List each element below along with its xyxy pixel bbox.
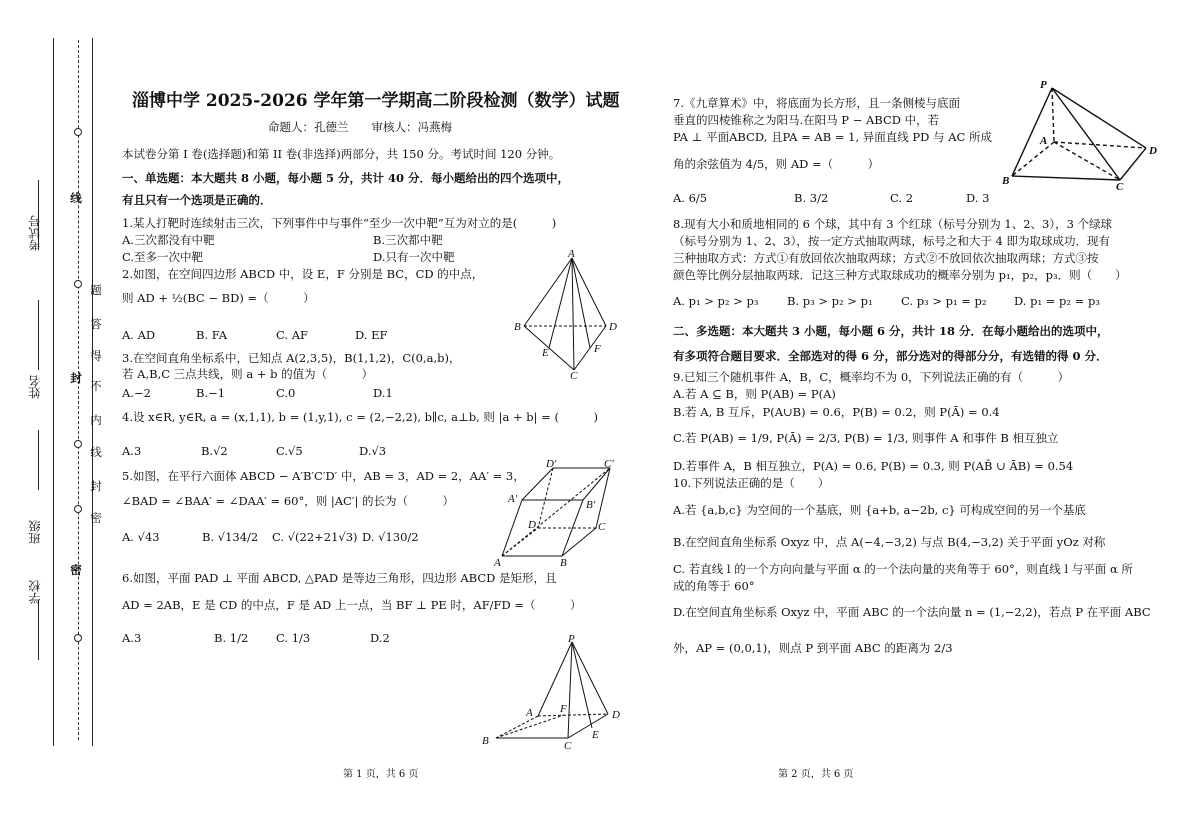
class-label: 班级 (28, 520, 42, 544)
q7-figure (1000, 76, 1166, 192)
q2-label-f: F (594, 343, 601, 355)
warning-char: 得 (89, 350, 103, 362)
q5-option-c: C. √(22+21√3) (272, 530, 358, 544)
section2-heading-cont: 有多项符合题目要求．全部选对的得 6 分，部分选对的得部分分，有选错的得 0 分． (673, 349, 1108, 363)
q4-option-d: D.√3 (359, 444, 387, 458)
q9-option-d: D.若事件 A，B 相互独立，P(A) = 0.6, P(B) = 0.3, 则 P(AB̄ ∪ ĀB) = 0.54 (673, 459, 1074, 473)
q2-option-c: C. AF (276, 328, 308, 342)
q10-option-a: A.若 {a,b,c} 为空间的一个基底，则 {a+b, a−2b, c} 可构成空间的另一个基底 (673, 503, 1086, 517)
page-footer-right: 第 2 页，共 6 页 (778, 769, 854, 780)
q9-option-b: B.若 A, B 互斥，P(A∪B) = 0.6，P(B) = 0.2，则 P(Ā) = 0.4 (673, 405, 1000, 419)
q2-label-c: C (570, 370, 578, 380)
seal-dot (74, 634, 82, 642)
seal-char-feng: 封 (69, 372, 83, 384)
q6-label-f: F (560, 703, 567, 715)
q2-option-d: D. EF (355, 328, 388, 342)
q1-option-c: C.至多一次中靶 (122, 250, 204, 264)
q2-label-a: A (568, 248, 575, 260)
q8-option-b: B. p₃ > p₂ > p₁ (787, 294, 873, 308)
q7-label-c: C (1116, 181, 1124, 192)
q5-label-b: B (560, 557, 567, 568)
q7-option-c: C. 2 (890, 191, 914, 205)
q2-stem: 2.如图，在空间四边形 ABCD 中，设 E，F 分别是 BC，CD 的中点， (122, 267, 484, 281)
q4-option-b: B.√2 (201, 444, 228, 458)
q6-label-a: A (526, 707, 533, 719)
warning-char: 内 (89, 414, 103, 426)
q6-option-d: D.2 (370, 631, 390, 645)
q3-option-b: B.−1 (196, 386, 226, 400)
q5-label-c-prime: C′ (604, 458, 614, 470)
q9-stem: 9.已知三个随机事件 A，B，C，概率均不为 0，下列说法正确的有（ ） (673, 370, 1070, 384)
seal-dot (74, 280, 82, 288)
q5-label-a: A (494, 557, 501, 568)
q8-stem: 8.现有大小和质地相同的 6 个球，其中有 3 个红球（标号分别为 1、2、3），3 个绿球 (673, 217, 1113, 231)
q8-stem-3: 三种抽取方式：方式①有放回依次抽取两球；方式②不放回依次抽取两球；方式③按 (673, 251, 1099, 265)
q8-stem-2: （标号分别为 1、2、3），按一定方式抽取两球，标号之和大于 4 即为取球成功．现有 (673, 234, 1110, 248)
q5-label-d-prime: D′ (546, 458, 557, 470)
warning-char: 答 (89, 318, 103, 330)
intro: 本试卷分第 I 卷(选择题)和第 II 卷(非选择)两部分，共 150 分。考试时间 120 分钟。 (122, 147, 561, 161)
section1-heading: 一、单选题：本大题共 8 小题，每小题 5 分，共计 40 分．每小题给出的四个选项中， (122, 171, 570, 185)
q8-option-c: C. p₃ > p₁ = p₂ (901, 294, 987, 308)
q3-stem: 3.在空间直角坐标系中，已知点 A(2,3,5)，B(1,1,2)，C(0,a,b)， (122, 351, 461, 365)
warning-char: 不 (89, 380, 103, 392)
q5-option-d: D. √130/2 (362, 530, 419, 544)
q10-option-c-cont: 成的角等于 60° (673, 579, 755, 593)
q2-label-e: E (542, 347, 549, 359)
q9-option-a: A.若 A ⊆ B，则 P(AB) = P(A) (673, 387, 836, 401)
q8-option-d: D. p₁ = p₂ = p₃ (1014, 294, 1100, 308)
q10-option-d-cont: 外，AP = (0,0,1)，则点 P 到平面 ABC 的距离为 2/3 (673, 641, 953, 655)
q5-figure (490, 458, 622, 568)
exam-number-label: 考试号 (28, 215, 42, 251)
q6-label-c: C (564, 740, 572, 750)
q5-stem: 5.如图，在平行六面体 ABCD − A′B′C′D′ 中，AB = 3，AD = 2，AA′ = 3， (122, 469, 525, 483)
warning-char: 题 (89, 284, 103, 296)
q2-option-a: A. AD (122, 328, 156, 342)
authors: 命题人：孔德兰 审核人：冯燕梅 (268, 120, 452, 134)
q6-figure (478, 632, 626, 750)
warning-char: 封 (89, 480, 103, 492)
q6-stem-cont: AD = 2AB，E 是 CD 的中点，F 是 AD 上一点，当 BF ⊥ PE 时，AF/FD =（ ） (122, 598, 582, 612)
q5-label-b-prime: B′ (586, 499, 596, 511)
q8-stem-4: 颜色等比例分层抽取两球．记这三种方式取球成功的概率分别为 p₁，p₂，p₃．则（ ） (673, 268, 1127, 282)
q4-option-a: A.3 (122, 444, 142, 458)
q1-stem: 1.某人打靶时连续射击三次，下列事件中与事件“至少一次中靶”互为对立的是( ) (122, 216, 557, 230)
q2-stem-cont: 则 AD + ½(BC − BD) =（ ） (122, 291, 315, 305)
q9-option-c: C.若 P(AB) = 1/9, P(Ā) = 2/3, P(B) = 1/3, 则事件 A 和事件 B 相互独立 (673, 431, 1059, 445)
q6-option-b: B. 1/2 (214, 631, 249, 645)
q10-stem: 10.下列说法正确的是（ ） (673, 476, 830, 490)
q1-option-b: B.三次都中靶 (373, 233, 443, 247)
q2-label-d: D (609, 321, 617, 333)
q7-label-b: B (1002, 175, 1010, 187)
q5-option-a: A. √43 (122, 530, 160, 544)
seal-dot (74, 440, 82, 448)
q7-label-d: D (1149, 145, 1157, 157)
q7-stem-4: 角的余弦值为 4/5，则 AD =（ ） (673, 157, 880, 171)
q7-stem: 7.《九章算术》中，将底面为长方形，且一条侧棱与底面 (673, 96, 960, 110)
q7-label-p: P (1040, 79, 1047, 91)
q3-option-c: C.0 (276, 386, 296, 400)
q6-label-p: P (568, 633, 575, 645)
q8-option-a: A. p₁ > p₂ > p₃ (673, 294, 759, 308)
q2-label-b: B (514, 321, 521, 333)
q7-label-a: A (1040, 135, 1048, 147)
q3-option-a: A.−2 (122, 386, 151, 400)
q5-option-b: B. √134/2 (202, 530, 259, 544)
seal-char-mi: 密 (69, 564, 83, 576)
q3-option-d: D.1 (373, 386, 393, 400)
q5-label-c: C (598, 521, 606, 533)
q6-option-c: C. 1/3 (276, 631, 311, 645)
q7-stem-3: PA ⊥ 平面ABCD, 且PA = AB = 1, 异面直线 PD 与 AC 所成 (673, 130, 992, 144)
seal-char-xian: 线 (69, 192, 83, 204)
q10-option-d: D.在空间直角坐标系 Oxyz 中，平面 ABC 的一个法向量 n = (1,−2,2)，若点 P 在平面 ABC (673, 605, 1151, 619)
seal-dot (74, 505, 82, 513)
q4-stem: 4.设 x∈R, y∈R, a = (x,1,1), b = (1,y,1), c = (2,−2,2), b∥c, a⊥b, 则 |a + b| = ( ) (122, 410, 598, 424)
q5-label-a-prime: A′ (508, 493, 518, 505)
q7-option-b: B. 3/2 (794, 191, 829, 205)
q1-option-a: A.三次都没有中靶 (122, 233, 215, 247)
q5-stem-cont: ∠BAD = ∠BAA′ = ∠DAA′ = 60°，则 |AC′| 的长为（ ） (122, 494, 454, 508)
q4-option-c: C.√5 (276, 444, 303, 458)
seal-dot (74, 128, 82, 136)
q10-option-c: C. 若直线 l 的一个方向向量与平面 α 的一个法向量的夹角等于 60°，则直线 l 与平面 α 所 (673, 562, 1133, 576)
q10-option-b: B.在空间直角坐标系 Oxyz 中，点 A(−4,−3,2) 与点 B(4,−3,2) 关于平面 yOz 对称 (673, 535, 1106, 549)
q7-stem-2: 垂直的四棱锥称之为阳马.在阳马 P − ABCD 中，若 (673, 113, 940, 127)
q3-stem-cont: 若 A,B,C 三点共线，则 a + b 的值为（ ） (122, 367, 374, 381)
q6-label-e: E (592, 729, 599, 741)
q6-stem: 6.如图，平面 PAD ⊥ 平面 ABCD, △PAD 是等边三角形，四边形 ABCD 是矩形，且 (122, 571, 557, 585)
warning-char: 密 (89, 512, 103, 524)
warning-char: 线 (89, 446, 103, 458)
q6-option-a: A.3 (122, 631, 142, 645)
name-label: 姓名 (28, 375, 42, 399)
q6-label-d: D (612, 709, 620, 721)
section2-heading: 二、多选题：本大题共 3 小题，每小题 6 分，共计 18 分．在每小题给出的选项中， (673, 324, 1109, 338)
q1-option-d: D.只有一次中靶 (373, 250, 455, 264)
section1-heading-cont: 有且只有一个选项是正确的． (122, 193, 272, 207)
page-footer-left: 第 1 页，共 6 页 (343, 769, 419, 780)
q7-option-d: D. 3 (966, 191, 990, 205)
q6-label-b: B (482, 735, 489, 747)
page-title: 淄博中学 2025-2026 学年第一学期高二阶段检测（数学）试题 (132, 91, 620, 111)
q5-label-d: D (528, 519, 536, 531)
q2-option-b: B. FA (196, 328, 228, 342)
q2-figure (508, 248, 620, 380)
q7-option-a: A. 6/5 (673, 191, 708, 205)
school-label: 学校 (28, 580, 42, 604)
